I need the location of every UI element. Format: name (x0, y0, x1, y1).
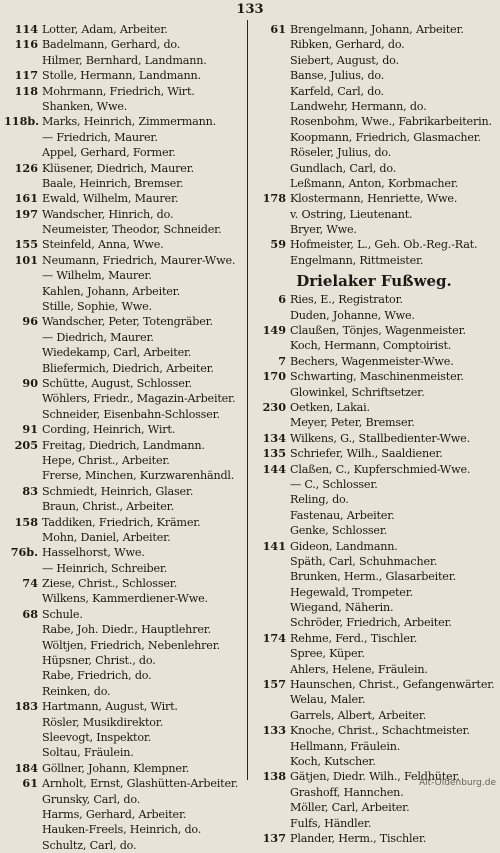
right-column-top (252, 22, 496, 268)
resident-text: Badelmann, Gerhard, do. (42, 38, 181, 52)
directory-entry (252, 22, 496, 37)
directory-entry (4, 668, 244, 683)
directory-entry (4, 561, 244, 576)
house-number: 59 (270, 237, 286, 252)
resident-text: Duden, Johanne, Wwe. (290, 308, 415, 322)
directory-entry (4, 468, 244, 483)
directory-entry (252, 415, 496, 430)
house-number: 205 (14, 437, 38, 452)
resident-text: Harms, Gerhard, Arbeiter. (42, 807, 187, 821)
directory-entry (252, 585, 496, 600)
resident-text: Rabe, Joh. Diedr., Hauptlehrer. (42, 623, 212, 637)
resident-text: Wandscher, Hinrich, do. (42, 207, 174, 221)
directory-entry (252, 323, 496, 338)
resident-text: Claßen, C., Kupferschmied-Wwe. (290, 462, 471, 476)
directory-entry (4, 99, 244, 114)
directory-entry (4, 284, 244, 299)
directory-entry (252, 631, 496, 646)
directory-entry (4, 391, 244, 406)
directory-entry (4, 130, 244, 145)
resident-text: Brunken, Herm., Glasarbeiter. (290, 570, 456, 584)
directory-entry (4, 822, 244, 837)
resident-text: Neumeister, Theodor, Schneider. (42, 223, 222, 237)
directory-entry (4, 207, 244, 222)
directory-entry (252, 53, 496, 68)
resident-text: Späth, Carl, Schuhmacher. (290, 554, 438, 568)
resident-text: v. Ostring, Lieutenant. (290, 207, 413, 221)
resident-text: Stille, Sophie, Wwe. (42, 300, 152, 314)
directory-entry (4, 776, 244, 791)
resident-text: Mohn, Daniel, Arbeiter. (42, 530, 171, 544)
directory-entry (252, 477, 496, 492)
directory-entry (252, 646, 496, 661)
resident-text: Hofmeister, L., Geh. Ob.-Reg.-Rat. (290, 238, 478, 252)
house-number: 91 (22, 422, 38, 437)
directory-entry (4, 730, 244, 745)
house-number: 157 (262, 677, 286, 692)
resident-text: Brengelmann, Johann, Arbeiter. (290, 23, 464, 36)
resident-text: Mohrmann, Friedrich, Wirt. (42, 84, 195, 98)
directory-entry (252, 222, 496, 237)
directory-entry (252, 754, 496, 769)
directory-entry (4, 838, 244, 853)
directory-entry (252, 99, 496, 114)
resident-text: Hüpsner, Christ., do. (42, 654, 156, 668)
directory-entry (252, 237, 496, 252)
directory-entry (4, 607, 244, 622)
resident-text: Neumann, Friedrich, Maurer-Wwe. (42, 253, 236, 267)
resident-text: Arnholt, Ernst, Glashütten-Arbeiter. (42, 777, 239, 791)
directory-entry (4, 145, 244, 160)
resident-text: Ribken, Gerhard, do. (290, 38, 405, 52)
directory-entry (252, 400, 496, 415)
directory-entry (252, 161, 496, 176)
house-number: 118 (14, 83, 38, 98)
resident-text: Rosenbohm, Wwe., Fabrikarbeiterin. (290, 115, 492, 129)
house-number: 61 (270, 22, 286, 36)
resident-text: — C., Schlosser. (290, 477, 378, 491)
directory-entry (252, 308, 496, 323)
directory-entry (4, 299, 244, 314)
directory-entry (4, 699, 244, 714)
resident-text: Gundlach, Carl, do. (290, 161, 397, 175)
resident-text: Glowinkel, Schriftsetzer. (290, 385, 425, 399)
directory-entry (4, 530, 244, 545)
right-column (252, 22, 496, 846)
resident-text: Schröder, Friedrich, Arbeiter. (290, 616, 452, 630)
house-number: 7 (278, 353, 286, 368)
resident-text: Koch, Kutscher. (290, 754, 376, 768)
directory-entry (252, 37, 496, 52)
directory-entry (4, 361, 244, 376)
directory-entry (252, 723, 496, 738)
house-number: 101 (14, 252, 38, 267)
directory-entry (252, 816, 496, 831)
resident-text: Garrels, Albert, Arbeiter. (290, 708, 427, 722)
resident-text: Schriefer, Wilh., Saaldiener. (290, 447, 443, 461)
directory-entry (4, 591, 244, 606)
resident-text: Ries, E., Registrator. (290, 293, 403, 307)
resident-text: Schütte, August, Schlosser. (42, 376, 192, 390)
resident-text: Kahlen, Johann, Arbeiter. (42, 284, 180, 298)
house-number: 96 (22, 314, 38, 329)
resident-text: Schwarting, Maschinenmeister. (290, 370, 464, 384)
house-number: 68 (22, 606, 38, 621)
resident-text: Knoche, Christ., Schachtmeister. (290, 724, 470, 738)
directory-entry (4, 407, 244, 422)
directory-entry (4, 715, 244, 730)
house-number: 118b. (4, 114, 40, 129)
directory-entry (252, 677, 496, 692)
directory-entry (252, 385, 496, 400)
resident-text: Wandscher, Peter, Totengräber. (42, 315, 213, 329)
house-number: 149 (262, 323, 286, 338)
house-number: 137 (262, 830, 286, 845)
resident-text: Fulfs, Händler. (290, 816, 372, 830)
resident-text: Cording, Heinrich, Wirt. (42, 423, 176, 437)
directory-entry (252, 446, 496, 461)
resident-text: Rehme, Ferd., Tischler. (290, 631, 418, 645)
directory-entry (4, 114, 244, 129)
resident-text: Baale, Heinrich, Bremser. (42, 176, 184, 190)
resident-text: Schule. (42, 607, 83, 621)
resident-text: Hauken-Freels, Heinrich, do. (42, 823, 202, 837)
directory-entry (252, 739, 496, 754)
directory-entry (4, 84, 244, 99)
house-number: 133 (262, 723, 286, 738)
directory-entry (252, 207, 496, 222)
resident-text: Bechers, Wagenmeister-Wwe. (290, 354, 454, 368)
resident-text: Steinfeld, Anna, Wwe. (42, 238, 164, 252)
directory-entry (4, 745, 244, 760)
directory-entry (4, 330, 244, 345)
house-number: 230 (262, 399, 286, 414)
resident-text: Reinken, do. (42, 684, 111, 698)
directory-entry (4, 653, 244, 668)
resident-text: Frerse, Minchen, Kurzwarenhändl. (42, 469, 235, 483)
house-number: 138 (262, 769, 286, 784)
resident-text: Claußen, Tönjes, Wagenmeister. (290, 324, 466, 338)
resident-text: Rabe, Friedrich, do. (42, 669, 152, 683)
directory-entry (252, 662, 496, 677)
house-number: 76b. (10, 545, 38, 560)
directory-entry (4, 191, 244, 206)
resident-text: Hartmann, August, Wirt. (42, 700, 178, 714)
house-number: 90 (22, 375, 38, 390)
resident-text: Bryer, Wwe. (290, 223, 357, 237)
resident-text: Meyer, Peter, Bremser. (290, 416, 415, 430)
page-number: 133 (236, 2, 264, 17)
resident-text: Lotter, Adam, Arbeiter. (42, 23, 168, 36)
resident-text: Schmiedt, Heinrich, Glaser. (42, 484, 194, 498)
directory-entry (4, 345, 244, 360)
directory-entry (252, 462, 496, 477)
directory-entry (252, 569, 496, 584)
directory-entry (252, 292, 496, 307)
directory-entry (4, 161, 244, 176)
resident-text: Karfeld, Carl, do. (290, 84, 384, 98)
directory-entry (4, 684, 244, 699)
directory-entry (252, 114, 496, 129)
resident-text: Soltau, Fräulein. (42, 746, 134, 760)
directory-entry (4, 515, 244, 530)
directory-entry (252, 369, 496, 384)
directory-entry (252, 800, 496, 815)
resident-text: Röseler, Julius, do. (290, 146, 392, 160)
resident-text: Banse, Julius, do. (290, 69, 385, 83)
directory-entry (4, 237, 244, 252)
resident-text: Welau, Maler. (290, 693, 366, 707)
house-number: 155 (14, 237, 38, 252)
resident-text: Klüsener, Diedrich, Maurer. (42, 161, 194, 175)
directory-entry (252, 338, 496, 353)
left-column (4, 22, 244, 853)
house-number: 114 (14, 22, 38, 36)
directory-entry (252, 508, 496, 523)
directory-entry (4, 314, 244, 329)
resident-text: — Diedrich, Maurer. (42, 330, 154, 344)
directory-entry (252, 354, 496, 369)
directory-entry (252, 130, 496, 145)
house-number: 117 (14, 68, 38, 83)
resident-text: Wiedekamp, Carl, Arbeiter. (42, 346, 192, 360)
directory-entry (4, 792, 244, 807)
resident-text: Grunsky, Carl, do. (42, 792, 141, 806)
resident-text: Möller, Carl, Arbeiter. (290, 801, 410, 815)
house-number: 141 (262, 538, 286, 553)
resident-text: Appel, Gerhard, Former. (42, 146, 176, 160)
resident-text: Hellmann, Fräulein. (290, 739, 401, 753)
section-heading: Drielaker Fußweg. (296, 272, 452, 291)
resident-text: Marks, Heinrich, Zimmermann. (42, 115, 216, 129)
resident-text: Shanken, Wwe. (42, 99, 128, 113)
house-number: 174 (262, 630, 286, 645)
resident-text: Wöhlers, Friedr., Magazin-Arbeiter. (42, 392, 236, 406)
resident-text: Wöltjen, Friedrich, Nebenlehrer. (42, 638, 220, 652)
directory-entry (252, 539, 496, 554)
resident-text: Hilmer, Bernhard, Landmann. (42, 53, 207, 67)
directory-entry (4, 422, 244, 437)
resident-text: Rösler, Musikdirektor. (42, 715, 164, 729)
house-number: 135 (262, 446, 286, 461)
house-number: 61 (22, 776, 38, 791)
resident-text: Braun, Christ., Arbeiter. (42, 500, 174, 514)
resident-text: Genke, Schlosser. (290, 524, 388, 538)
directory-entry (252, 708, 496, 723)
resident-text: Wilkens, Kammerdiener-Wwe. (42, 592, 208, 606)
house-number: 74 (22, 576, 38, 591)
directory-entry (252, 615, 496, 630)
directory-entry (252, 554, 496, 569)
resident-text: Hegewald, Trompeter. (290, 585, 413, 599)
directory-entry (4, 807, 244, 822)
resident-text: Hasselhorst, Wwe. (42, 546, 145, 560)
directory-entry (4, 53, 244, 68)
resident-text: — Heinrich, Schreiber. (42, 561, 168, 575)
directory-entry (252, 692, 496, 707)
resident-text: Ewald, Wilhelm, Maurer. (42, 192, 179, 206)
house-number: 6 (278, 292, 286, 307)
directory-entry (4, 545, 244, 560)
directory-entry (252, 176, 496, 191)
house-number: 161 (14, 191, 38, 206)
resident-text: Göllner, Johann, Klempner. (42, 761, 190, 775)
directory-entry (4, 453, 244, 468)
resident-text: Koch, Hermann, Comptoirist. (290, 339, 452, 353)
resident-text: Spree, Küper. (290, 647, 365, 661)
resident-text: Siebert, August, do. (290, 53, 399, 67)
resident-text: Haunschen, Christ., Gefangenwärter. (290, 678, 495, 692)
house-number: 197 (14, 206, 38, 221)
directory-entry (252, 831, 496, 846)
resident-text: Gideon, Landmann. (290, 539, 398, 553)
directory-entry (4, 438, 244, 453)
directory-entry (4, 622, 244, 637)
directory-entry (4, 222, 244, 237)
directory-entry (4, 499, 244, 514)
directory-entry (4, 761, 244, 776)
directory-entry (252, 145, 496, 160)
resident-text: Leßmann, Anton, Korbmacher. (290, 176, 459, 190)
directory-entry (4, 253, 244, 268)
house-number: 116 (14, 37, 38, 52)
resident-text: Reling, do. (290, 493, 349, 507)
directory-entry (4, 638, 244, 653)
watermark: Alt-Oldenburg.de (418, 778, 496, 788)
house-number: 83 (22, 483, 38, 498)
column-divider (247, 20, 248, 780)
resident-text: Wilkens, G., Stallbedienter-Wwe. (290, 431, 470, 445)
resident-text: Grashoff, Hannchen. (290, 785, 404, 799)
directory-entry (252, 431, 496, 446)
directory-entry (252, 600, 496, 615)
directory-entry (252, 492, 496, 507)
resident-text: Plander, Herm., Tischler. (290, 831, 427, 845)
resident-text: Taddiken, Friedrich, Krämer. (42, 515, 201, 529)
house-number: 183 (14, 699, 38, 714)
resident-text: Schneider, Eisenbahn-Schlosser. (42, 407, 220, 421)
directory-entry (4, 576, 244, 591)
directory-entry (252, 84, 496, 99)
house-number: 178 (262, 191, 286, 206)
directory-entry (4, 37, 244, 52)
resident-text: Fastenau, Arbeiter. (290, 508, 395, 522)
resident-text: Klostermann, Henriette, Wwe. (290, 192, 458, 206)
house-number: 158 (14, 514, 38, 529)
directory-entry (252, 253, 496, 268)
house-number: 126 (14, 160, 38, 175)
resident-text: Oetken, Lakai. (290, 400, 370, 414)
resident-text: Gätjen, Diedr. Wilh., Feldhüter. (290, 770, 460, 784)
resident-text: Wiegand, Näherin. (290, 601, 394, 615)
resident-text: Ziese, Christ., Schlosser. (42, 577, 178, 591)
resident-text: Hepe, Christ., Arbeiter. (42, 453, 170, 467)
right-column-bottom (252, 292, 496, 846)
directory-entry (252, 523, 496, 538)
resident-text: — Friedrich, Maurer. (42, 130, 158, 144)
directory-entry (4, 268, 244, 283)
resident-text: Bliefermich, Diedrich, Arbeiter. (42, 361, 214, 375)
house-number: 134 (262, 430, 286, 445)
directory-entry (252, 68, 496, 83)
directory-entry (4, 376, 244, 391)
resident-text: Sleevogt, Inspektor. (42, 730, 152, 744)
directory-entry (252, 191, 496, 206)
directory-entry (4, 68, 244, 83)
resident-text: Schultz, Carl, do. (42, 838, 137, 852)
resident-text: Ahlers, Helene, Fräulein. (290, 662, 428, 676)
resident-text: Freitag, Diedrich, Landmann. (42, 438, 205, 452)
house-number: 144 (262, 461, 286, 476)
house-number: 170 (262, 369, 286, 384)
resident-text: Koopmann, Friedrich, Glasmacher. (290, 130, 482, 144)
directory-entry (4, 22, 244, 37)
resident-text: Engelmann, Rittmeister. (290, 253, 424, 267)
resident-text: Landwehr, Hermann, do. (290, 99, 427, 113)
house-number: 184 (14, 760, 38, 775)
resident-text: Stolle, Hermann, Landmann. (42, 69, 201, 83)
resident-text: — Wilhelm, Maurer. (42, 269, 152, 283)
directory-entry (4, 176, 244, 191)
directory-entry (4, 484, 244, 499)
